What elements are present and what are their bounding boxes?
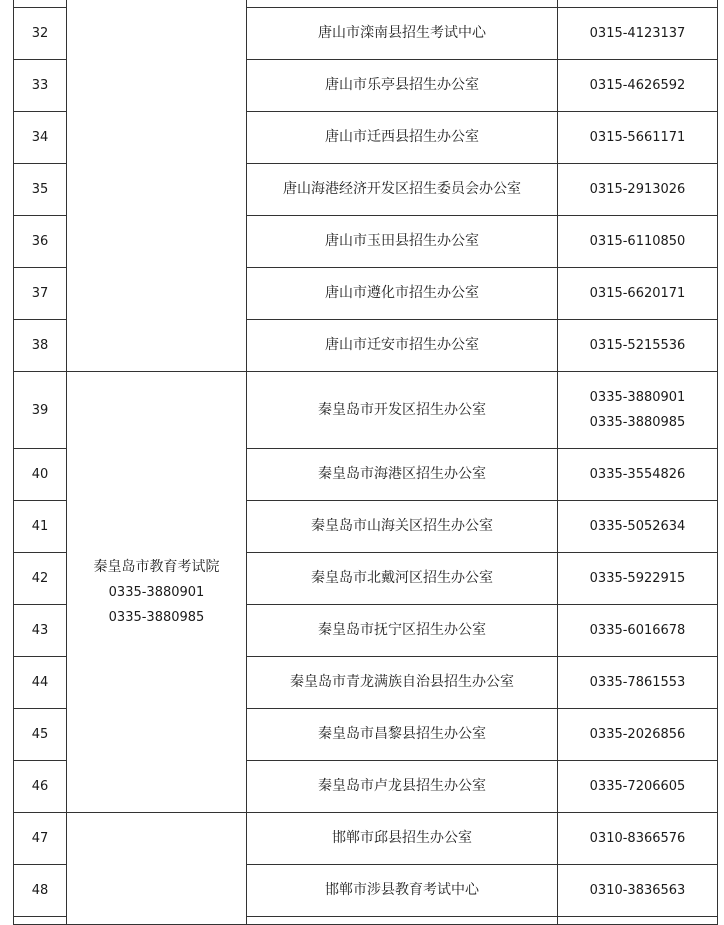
office-name: 唐山市滦南县招生考试中心 (247, 8, 558, 60)
district-exam-authority (67, 813, 247, 925)
office-name: 唐山市迁安市招生办公室 (247, 320, 558, 372)
phone-number: 0335-3880901 (589, 390, 686, 405)
office-name: 唐山市乐亭县招生办公室 (247, 60, 558, 112)
office-name: 秦皇岛市卢龙县招生办公室 (247, 761, 558, 813)
office-name: 唐山市玉田县招生办公室 (247, 216, 558, 268)
office-phone (558, 8, 718, 60)
office-phone (558, 216, 718, 268)
phone-number: 0315-6620171 (589, 286, 686, 301)
office-name: 邯郸市邱县招生办公室 (247, 813, 558, 865)
phone-number: 0335-5922915 (589, 571, 686, 586)
row-number: 47 (14, 813, 67, 865)
row-number: 39 (14, 372, 67, 449)
office-phone (558, 657, 718, 709)
office-phone (558, 449, 718, 501)
office-name: 秦皇岛市昌黎县招生办公室 (247, 709, 558, 761)
office-phone (558, 605, 718, 657)
phone-number: 0310-8366576 (589, 831, 686, 846)
row-number: 43 (14, 605, 67, 657)
table-row (14, 0, 718, 8)
row-number: 38 (14, 320, 67, 372)
phone-number: 0335-2026856 (589, 727, 686, 742)
authority-phone: 0335-3880901 (108, 584, 205, 600)
office-name: 邯郸市涉县教育考试中心 (247, 865, 558, 917)
office-name: 唐山市迁西县招生办公室 (247, 112, 558, 164)
row-number: 35 (14, 164, 67, 216)
row-number: 36 (14, 216, 67, 268)
row-number (14, 917, 67, 925)
phone-number: 0315-4123137 (589, 26, 686, 41)
office-phone (558, 813, 718, 865)
office-phone (558, 320, 718, 372)
office-name: 唐山市遵化市招生办公室 (247, 268, 558, 320)
table-row (14, 813, 718, 865)
row-number: 33 (14, 60, 67, 112)
office-phone (558, 709, 718, 761)
office-phone (558, 268, 718, 320)
office-phone (558, 372, 718, 449)
row-number: 48 (14, 865, 67, 917)
office-name (247, 0, 558, 8)
office-name: 秦皇岛市开发区招生办公室 (247, 372, 558, 449)
office-name: 唐山海港经济开发区招生委员会办公室 (247, 164, 558, 216)
office-phone (558, 164, 718, 216)
office-phone (558, 112, 718, 164)
office-name: 秦皇岛市海港区招生办公室 (247, 449, 558, 501)
district-exam-authority (67, 0, 247, 372)
row-number: 40 (14, 449, 67, 501)
table-row (14, 372, 718, 449)
office-name: 秦皇岛市北戴河区招生办公室 (247, 553, 558, 605)
authority-phone: 0335-3880985 (108, 609, 205, 625)
authority-name: 秦皇岛市教育考试院 (93, 558, 220, 575)
phone-number: 0335-6016678 (589, 623, 686, 638)
office-phone (558, 761, 718, 813)
row-number: 44 (14, 657, 67, 709)
phone-number: 0335-3554826 (589, 467, 686, 482)
phone-number: 0315-5661171 (589, 130, 686, 145)
phone-number: 0315-4626592 (589, 78, 686, 93)
row-number: 34 (14, 112, 67, 164)
office-name (247, 917, 558, 925)
contact-table (13, 0, 718, 925)
row-number: 32 (14, 8, 67, 60)
district-exam-authority (67, 372, 247, 813)
office-name: 秦皇岛市抚宁区招生办公室 (247, 605, 558, 657)
phone-number: 0315-6110850 (589, 234, 686, 249)
phone-number: 0335-7861553 (589, 675, 686, 690)
row-number: 37 (14, 268, 67, 320)
phone-number: 0335-3880985 (589, 415, 686, 430)
office-name: 秦皇岛市山海关区招生办公室 (247, 501, 558, 553)
office-phone (558, 501, 718, 553)
office-phone (558, 60, 718, 112)
phone-number: 0335-7206605 (589, 779, 686, 794)
phone-number: 0315-5215536 (589, 338, 686, 353)
row-number: 41 (14, 501, 67, 553)
office-phone (558, 917, 718, 925)
row-number: 42 (14, 553, 67, 605)
office-name: 秦皇岛市青龙满族自治县招生办公室 (247, 657, 558, 709)
phone-number: 0310-3836563 (589, 883, 686, 898)
phone-number: 0315-2913026 (589, 182, 686, 197)
office-phone (558, 0, 718, 8)
row-number: 45 (14, 709, 67, 761)
row-number (14, 0, 67, 8)
office-phone (558, 553, 718, 605)
phone-number: 0335-5052634 (589, 519, 686, 534)
row-number: 46 (14, 761, 67, 813)
office-phone (558, 865, 718, 917)
